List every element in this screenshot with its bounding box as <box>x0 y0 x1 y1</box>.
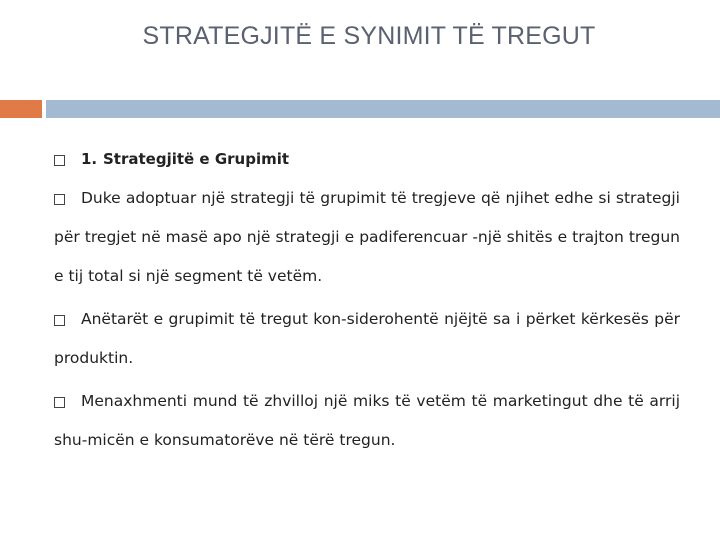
list-item <box>54 300 680 378</box>
square-bullet-icon <box>54 397 65 408</box>
list-item <box>54 382 680 460</box>
slide-content <box>54 140 680 460</box>
list-item <box>54 179 680 296</box>
item-text: Anëtarët e grupimit të tregut kon-siderohentë njëjtë sa i përket kërkesës për produktin. <box>54 310 680 367</box>
item-text: Menaxhmenti mund të zhvilloj një miks të vetëm të marketingut dhe të arrij shu-micën e konsumatorëve në tërë tregun. <box>54 392 680 449</box>
square-bullet-icon <box>54 315 65 326</box>
item-text: Duke adoptuar një strategji të grupimit të tregjeve që njihet edhe si strategji për tregjet në masë apo një strategji e padiferencuar -një shitës e trajton tregun e tij total si një segment të vetëm. <box>54 189 680 285</box>
slide-title: STRATEGJITË E SYNIMIT TË TREGUT <box>142 22 596 50</box>
square-bullet-icon <box>54 155 65 166</box>
item-heading: Strategjitë e Grupimit <box>103 150 290 168</box>
item-number: 1. <box>81 150 98 168</box>
accent-bar <box>0 100 42 118</box>
list-item <box>54 140 680 179</box>
square-bullet-icon <box>54 194 65 205</box>
title-underline-bar <box>46 100 720 118</box>
